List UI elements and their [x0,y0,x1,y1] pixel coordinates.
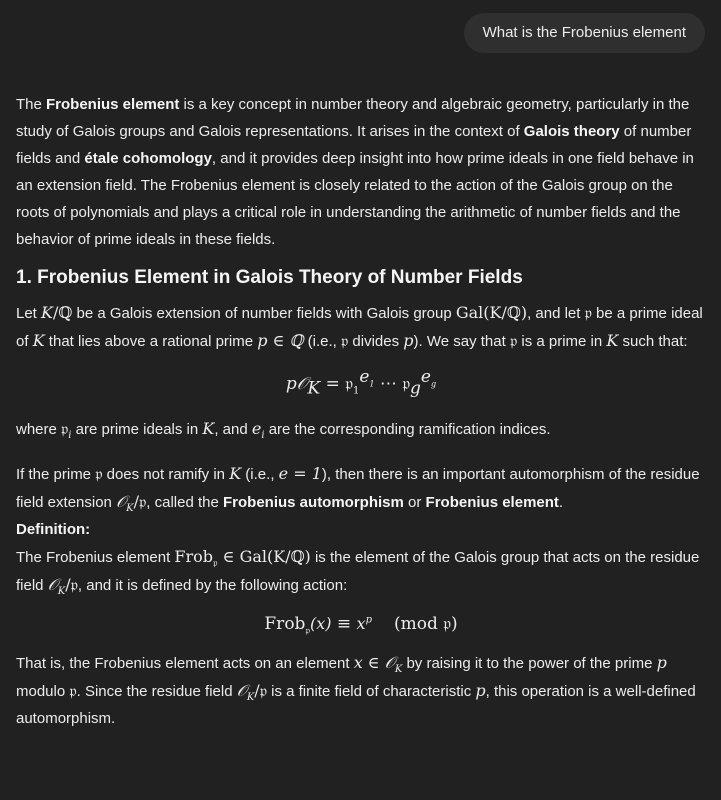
text: , and [214,421,252,438]
math-superscript: p [365,614,372,626]
text: , called the [146,494,224,511]
math: e = 1 [278,464,322,483]
math-subscript: g [410,378,421,399]
paragraph-galois-extension [16,299,706,355]
text: , and let [527,305,585,322]
math: p [656,653,667,672]
math-subscript: K [307,378,321,399]
math: K [606,331,619,350]
math: x ∈ 𝒪 [353,653,395,672]
math: /𝔭 [254,681,267,700]
text: Let [16,305,42,322]
math: (mod 𝔭) [393,614,458,634]
text: If the prime [16,466,96,483]
math: K [41,303,53,322]
text: that lies above a rational prime [44,333,258,350]
text: such that: [618,333,688,350]
display-equation-frobenius [16,609,706,639]
math: Frob [174,547,214,566]
text: ), then there is an important automorphism of the residue field extension [16,466,700,511]
text: is the element of the Galois group that acts on the residue field [16,549,700,594]
text: by raising it to the power of the prime [402,655,657,672]
text: are the corresponding ramification indices. [264,421,551,438]
text: The [16,96,47,113]
math-subscript: 𝔭 [213,558,218,569]
math: /𝔭 [65,575,78,594]
math: = [320,374,346,394]
math: p𝒪 [285,374,308,394]
text: where [16,421,62,438]
text: modulo [16,683,70,700]
text: is a finite field of characteristic [266,683,476,700]
definition-label: Definition: [16,521,91,538]
paragraph-action [16,649,706,732]
text: That is, the Frobenius element acts on an element [16,655,354,672]
text: are prime ideals in [71,421,203,438]
math: K [202,419,215,438]
math: 𝔭 [509,331,518,350]
text: . [558,494,564,511]
paragraph-ramification [16,415,706,443]
text: is a prime in [517,333,607,350]
section-heading: 1. Frobenius Element in Galois Theory of Number Fields [16,267,523,288]
paragraph-unramified [16,460,706,516]
intro-paragraph [16,91,706,253]
text: , this operation is a well-defined automorphism. [16,683,696,727]
bold-term: Frobenius automorphism [223,494,404,511]
math: 𝔭 [584,303,592,322]
math: 𝔭 [345,374,353,394]
text: of number fields and [16,123,692,167]
math-subscript: K [246,692,255,703]
text: (i.e., [303,333,341,350]
math: ∈ Gal(K/ℚ) [217,547,311,566]
math: K [32,331,45,350]
text: (i.e., [241,466,279,483]
math: p [403,331,414,350]
math-subscript: K [394,664,403,675]
math-subscript: 1 [369,379,375,389]
math-superscript [421,367,436,387]
math: 𝔭 [340,331,349,350]
math: Frob [264,614,306,634]
math: 𝒪 [47,575,58,594]
math-subscript: K [57,586,66,597]
math: p [475,681,486,700]
math: e [251,419,262,438]
math: /ℚ [52,303,73,322]
user-message-row [464,13,705,53]
text: The Frobenius element [16,549,175,566]
math: 𝒪 [116,492,127,511]
math: (x) [309,614,332,633]
paragraph-definition [16,543,706,599]
text: , and it provides deep insight into how prime ideals in one field behave in an extension field. The Frobenius element is closely related to the action of the Galois group on the roots of polynomials and plays a critical role in understanding the arithmetic of number fields and the behavior of prime ideals in these fields. [16,150,694,248]
math: K [229,464,242,483]
math: 𝔭 [69,681,77,700]
text: is a key concept in number theory and algebraic geometry, particularly in the study of Galois groups and Galois representations. It arises in the context of [16,96,690,140]
user-message-bubble: What is the Frobenius element [464,13,705,53]
text: be a prime ideal of [16,305,703,350]
math: e [420,367,431,388]
math: ≡ [331,614,357,634]
math: e [359,367,370,388]
math: 𝔭 [402,374,411,394]
math: 𝒪 [236,681,247,700]
math: 𝔭 [95,464,103,483]
bold-term: étale cohomology [84,150,212,167]
display-equation-factorization [16,369,706,399]
bold-term: Frobenius element [425,494,559,511]
text: or [403,494,426,511]
math: 𝔭 [61,419,69,438]
math: p ∈ ℚ [257,331,304,350]
math-superscript [359,367,374,387]
assistant-response [16,91,706,732]
bold-term: Galois theory [523,123,620,140]
math-subscript: i [68,430,72,441]
math-subscript: g [430,379,437,389]
math: x [356,614,366,633]
text: ). We say that [413,333,510,350]
math: /𝔭 [133,492,147,511]
text: , and it is defined by the following action: [77,577,348,594]
math-subscript: K [126,503,134,514]
math-subscript: 1 [352,385,360,397]
math: ⋯ [374,374,403,394]
text: does not ramify in [102,466,230,483]
bold-term: Frobenius element [46,96,180,113]
text: be a Galois extension of number fields with Galois group [72,305,456,322]
text: . Since the residue field [76,683,237,700]
math: Gal(K/ℚ) [455,303,528,322]
text: divides [348,333,404,350]
math-subscript: i [261,430,265,441]
math-subscript: 𝔭 [305,625,310,637]
